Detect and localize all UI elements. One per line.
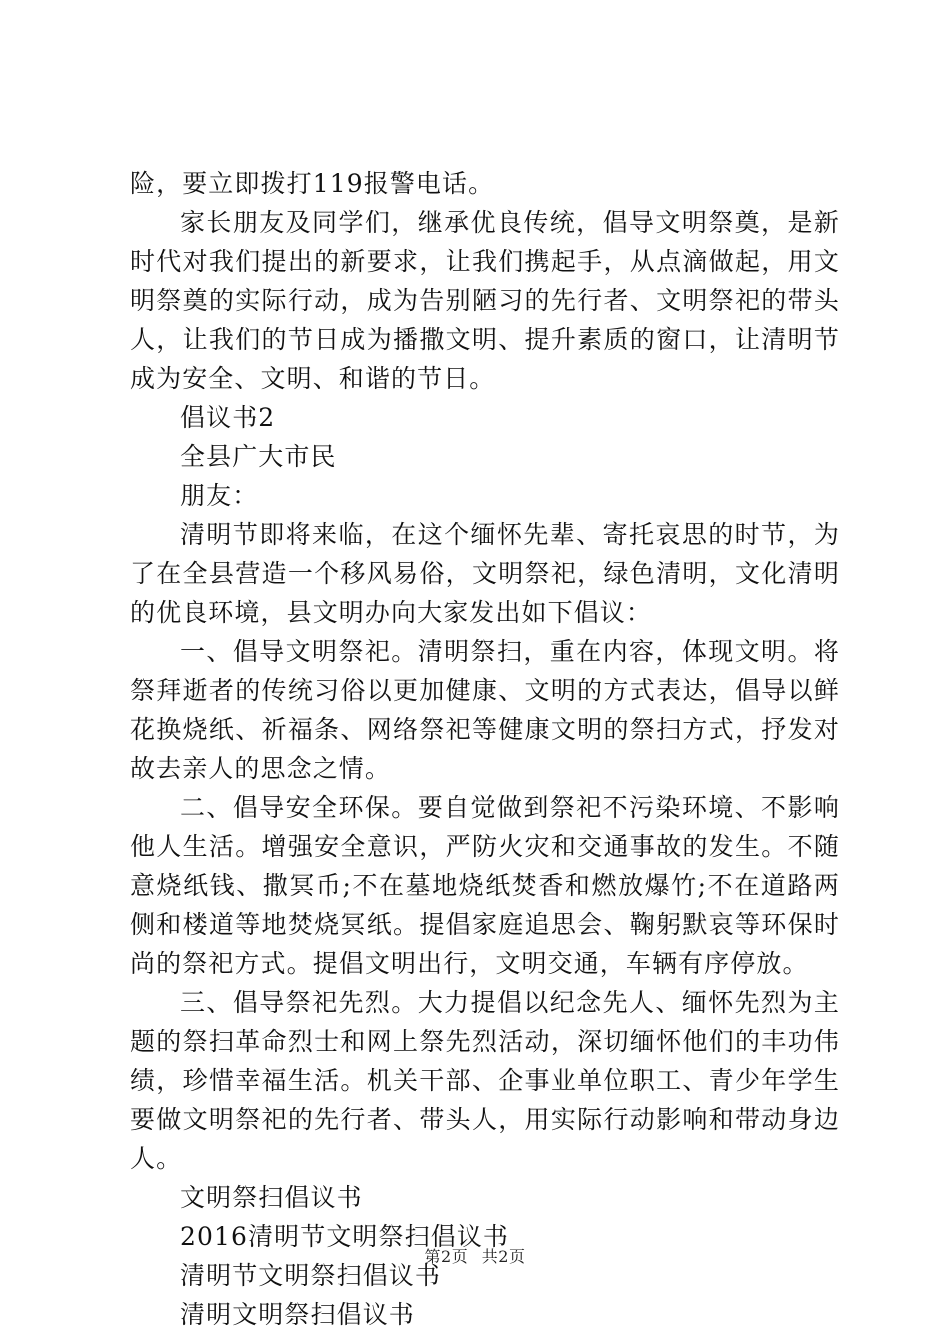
document-body [130, 164, 840, 1334]
page-footer [0, 1244, 950, 1267]
paragraph-12: 清明节文明祭扫倡议书 [180, 1261, 442, 1290]
paragraph-11: 2016清明节文明祭扫倡议书 [180, 1222, 510, 1251]
paragraph-8: 二、倡导安全环保。要自觉做到祭祀不污染环境、不影响他人生活。增强安全意识，严防火灾和交通事故的发生。不随意烧纸钱、撒冥币;不在墓地烧纸焚香和燃放爆竹;不在道路两侧和楼道等地焚烧冥纸。提倡家庭追思会、鞠躬默哀等环保时尚的祭祀方式。提倡文明出行，文明交通，车辆有序停放。 [130, 793, 840, 978]
paragraph-13: 清明文明祭扫倡议书 [180, 1300, 415, 1329]
paragraph-3: 倡议书2 [180, 403, 276, 432]
page-number: 第2页 [424, 1247, 469, 1266]
paragraph-9: 三、倡导祭祀先烈。大力提倡以纪念先人、缅怀先烈为主题的祭扫革命烈士和网上祭先烈活动，深切缅怀他们的丰功伟绩，珍惜幸福生活。机关干部、企事业单位职工、青少年学生要做文明祭祀的先行者、带头人，用实际行动影响和带动身边人。 [130, 988, 840, 1173]
paragraph-5: 朋友： [180, 481, 259, 510]
paragraph-7: 一、倡导文明祭祀。清明祭扫，重在内容，体现文明。将祭拜逝者的传统习俗以更加健康、文明的方式表达，倡导以鲜花换烧纸、祈福条、网络祭祀等健康文明的祭扫方式，抒发对故去亲人的思念之情。 [130, 637, 840, 783]
paragraph-2: 家长朋友及同学们，继承优良传统，倡导文明祭奠，是新时代对我们提出的新要求，让我们携起手，从点滴做起，用文明祭奠的实际行动，成为告别陋习的先行者、文明祭祀的带头人，让我们的节日成为播撒文明、提升素质的窗口，让清明节成为安全、文明、和谐的节日。 [130, 208, 840, 393]
paragraph-4: 全县广大市民 [180, 442, 337, 471]
paragraph-1: 险，要立即拨打119报警电话。 [130, 169, 495, 198]
paragraph-10: 文明祭扫倡议书 [180, 1183, 363, 1212]
paragraph-6: 清明节即将来临，在这个缅怀先辈、寄托哀思的时节，为了在全县营造一个移风易俗，文明祭祀，绿色清明，文化清明的优良环境，县文明办向大家发出如下倡议： [130, 520, 840, 627]
page-total: 共2页 [481, 1247, 526, 1266]
